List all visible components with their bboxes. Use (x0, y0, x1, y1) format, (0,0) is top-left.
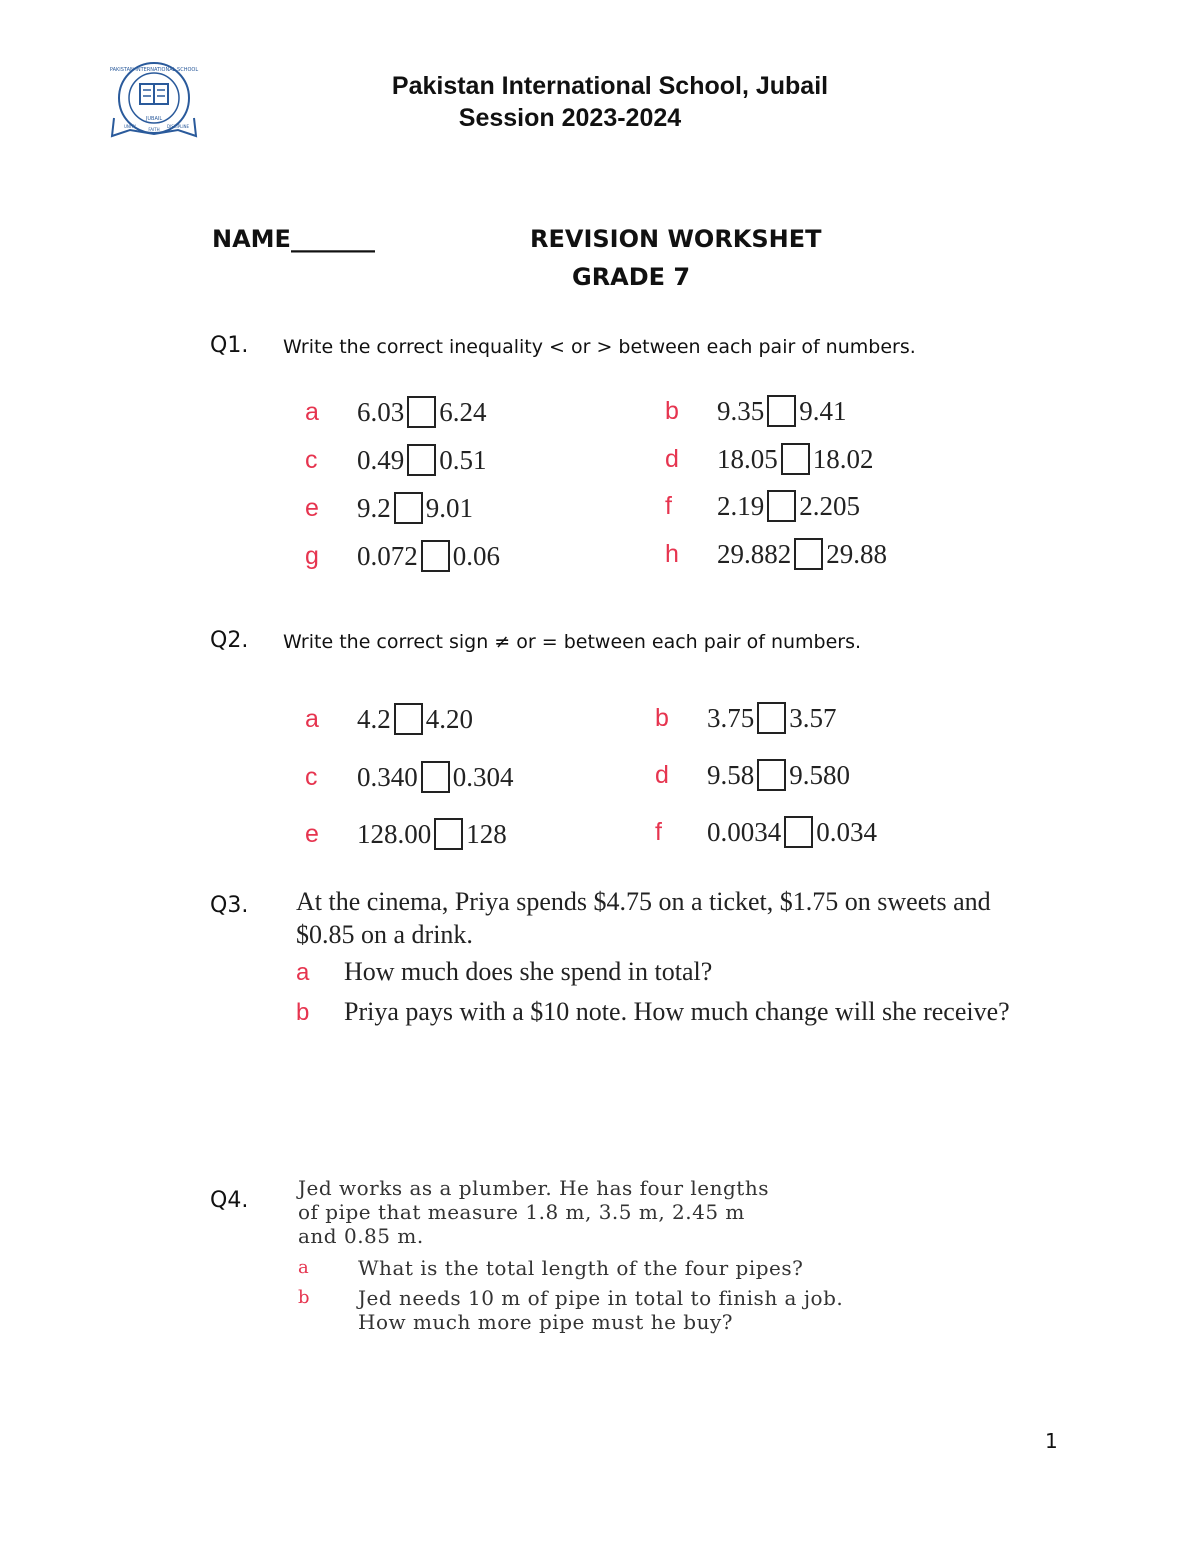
answer-box[interactable] (784, 816, 813, 848)
item-right-value: 9.41 (799, 395, 847, 426)
part-letter: a (296, 959, 310, 986)
item-letter: b (655, 703, 669, 732)
worksheet-title: REVISION WORKSHET (530, 225, 822, 253)
q3-text (296, 885, 991, 951)
session-label: Session 2023-2024 (458, 104, 682, 132)
svg-text:DISCIPLINE: DISCIPLINE (166, 124, 190, 129)
item-letter: a (305, 397, 319, 426)
q4-text-line-2: of pipe that measure 1.8 m, 3.5 m, 2.45 m (298, 1200, 745, 1224)
answer-box[interactable] (394, 492, 423, 524)
svg-text:PAKISTAN INTERNATIONAL SCHOOL: PAKISTAN INTERNATIONAL SCHOOL (109, 67, 199, 73)
item-right-value: 29.88 (826, 538, 887, 569)
q3-part-b (296, 997, 1010, 1027)
q1-item-e (305, 492, 473, 524)
q4-label: Q4. (210, 1188, 249, 1213)
part-letter: b (296, 999, 310, 1026)
part-text: What is the total length of the four pipes? (358, 1256, 804, 1280)
item-left-value: 0.49 (357, 444, 405, 475)
svg-text:UNITY: UNITY (124, 124, 136, 129)
item-right-value: 2.205 (799, 490, 860, 521)
item-left-value: 0.072 (357, 540, 418, 571)
item-left-value: 2.19 (717, 490, 765, 521)
answer-box[interactable] (781, 443, 810, 475)
item-left-value: 9.35 (717, 395, 765, 426)
part-text: How much does she spend in total? (344, 957, 713, 986)
svg-text:FAITH: FAITH (148, 127, 160, 132)
q4-text-line-1: Jed works as a plumber. He has four lengths (298, 1176, 769, 1200)
item-left-value: 128.00 (357, 818, 432, 849)
item-left-value: 18.05 (717, 443, 778, 474)
item-left-value: 9.58 (707, 759, 755, 790)
item-left-value: 0.340 (357, 761, 418, 792)
q2-item-d (655, 759, 850, 791)
q2-item-b (655, 702, 837, 734)
q2-item-c (305, 761, 514, 793)
q4-text (298, 1176, 769, 1248)
school-logo (108, 60, 200, 142)
item-letter: h (665, 539, 679, 568)
answer-box[interactable] (767, 395, 796, 427)
answer-box[interactable] (421, 540, 450, 572)
answer-box[interactable] (794, 538, 823, 570)
item-right-value: 6.24 (439, 396, 487, 427)
item-letter: c (305, 762, 318, 791)
name-field-label: NAME_______ (212, 225, 375, 253)
item-right-value: 128 (466, 818, 507, 849)
item-left-value: 4.2 (357, 703, 391, 734)
part-letter: a (298, 1257, 310, 1278)
grade-label: GRADE 7 (572, 263, 691, 291)
item-left-value: 9.2 (357, 492, 391, 523)
item-right-value: 0.51 (439, 444, 487, 475)
q3-text-line-2: $0.85 on a drink. (296, 920, 473, 949)
page-number: 1 (1045, 1429, 1058, 1453)
answer-box[interactable] (757, 702, 786, 734)
answer-box[interactable] (434, 818, 463, 850)
q4-part-b (298, 1286, 858, 1334)
item-right-value: 9.01 (425, 492, 473, 523)
q2-item-e (305, 818, 507, 850)
q2-item-a (305, 703, 473, 735)
part-text: Jed needs 10 m of pipe in total to finish a job. How much more pipe must he buy? (358, 1286, 844, 1334)
item-right-value: 0.304 (452, 761, 514, 792)
item-letter: d (665, 444, 679, 473)
q4-part-a (298, 1256, 803, 1280)
q1-item-c (305, 444, 487, 476)
item-right-value: 0.034 (816, 816, 877, 847)
item-right-value: 9.580 (789, 759, 850, 790)
item-right-value: 3.57 (789, 702, 837, 733)
svg-text:JUBAIL: JUBAIL (145, 116, 163, 122)
q2-item-f (655, 816, 877, 848)
school-name: Pakistan International School, Jubail (391, 72, 829, 100)
item-letter: b (665, 396, 679, 425)
item-right-value: 4.20 (425, 703, 473, 734)
q1-item-g (305, 540, 500, 572)
q3-part-a (296, 957, 712, 987)
answer-box[interactable] (407, 444, 436, 476)
q1-item-d (665, 443, 874, 475)
q3-text-line-1: At the cinema, Priya spends $4.75 on a ticket, $1.75 on sweets and (296, 887, 991, 916)
answer-box[interactable] (757, 759, 786, 791)
answer-box[interactable] (394, 703, 423, 735)
q1-label: Q1. (210, 333, 249, 358)
q4-text-line-3: and 0.85 m. (298, 1224, 424, 1248)
q3-label: Q3. (210, 893, 249, 918)
item-left-value: 29.882 (717, 538, 792, 569)
item-right-value: 18.02 (812, 443, 874, 474)
answer-box[interactable] (407, 396, 436, 428)
item-letter: f (665, 491, 672, 520)
q1-item-a (305, 396, 487, 428)
q2-instruction: Write the correct sign ≠ or = between each pair of numbers. (283, 631, 862, 653)
answer-box[interactable] (767, 490, 796, 522)
item-letter: e (305, 819, 319, 848)
item-letter: f (655, 817, 662, 846)
item-letter: d (655, 760, 669, 789)
q2-label: Q2. (210, 628, 249, 653)
item-right-value: 0.06 (452, 540, 500, 571)
q1-item-h (665, 538, 887, 570)
q1-instruction: Write the correct inequality < or > between each pair of numbers. (283, 336, 916, 358)
q1-item-f (665, 490, 860, 522)
item-left-value: 3.75 (707, 702, 755, 733)
item-left-value: 6.03 (357, 396, 405, 427)
answer-box[interactable] (421, 761, 450, 793)
item-letter: a (305, 704, 319, 733)
item-letter: e (305, 493, 319, 522)
part-letter: b (298, 1287, 311, 1308)
school-crest (108, 60, 200, 142)
item-left-value: 0.0034 (707, 816, 782, 847)
q1-item-b (665, 395, 847, 427)
item-letter: g (305, 541, 319, 570)
item-letter: c (305, 445, 318, 474)
part-text: Priya pays with a $10 note. How much change will she receive? (344, 997, 1010, 1026)
